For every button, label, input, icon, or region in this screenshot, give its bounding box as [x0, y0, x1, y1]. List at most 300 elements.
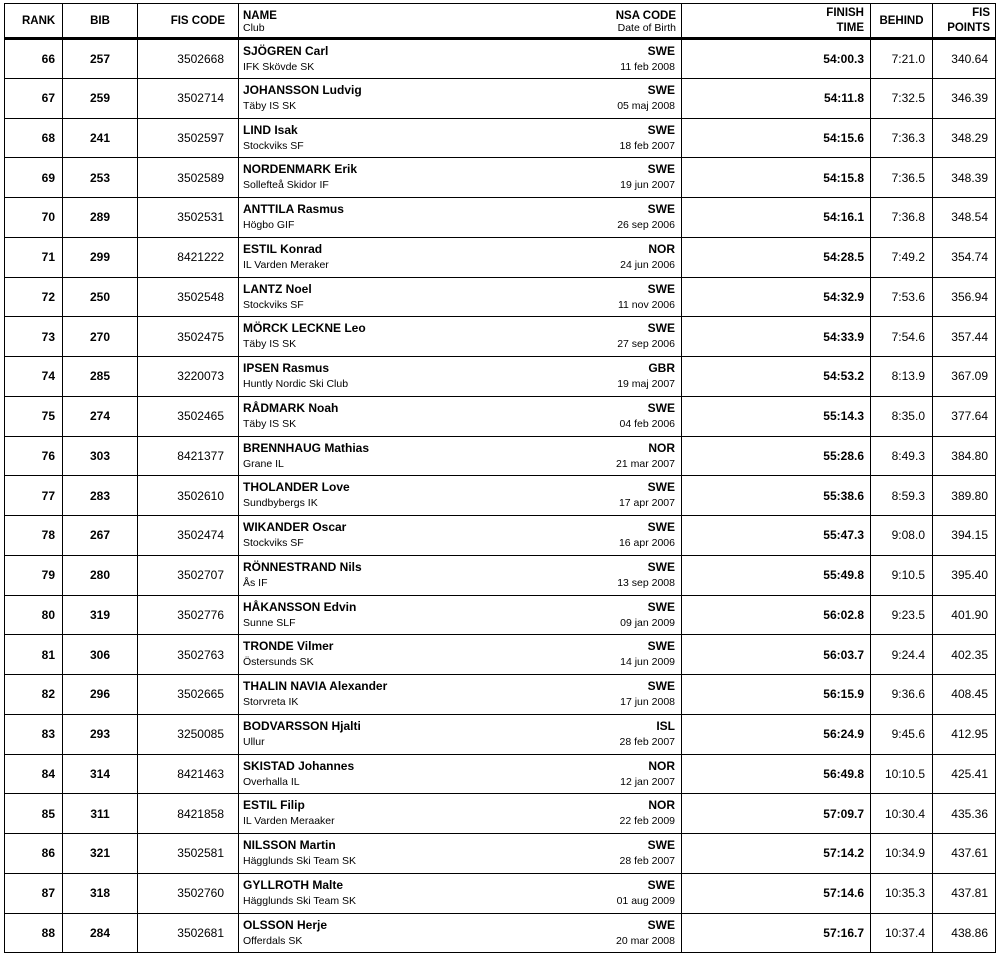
table-row [5, 39, 996, 79]
table-row [5, 834, 996, 874]
fis-points-cell: 389.80 [933, 476, 996, 516]
athlete-cell [239, 794, 682, 834]
name-header-label: NAME [243, 10, 277, 22]
club-name: Östersunds SK [243, 656, 314, 669]
athlete-name: JOHANSSON Ludvig [243, 82, 362, 97]
athlete-cell [239, 158, 682, 198]
finish-time-cell: 57:14.6 [682, 873, 871, 913]
fis-points-cell: 348.29 [933, 118, 996, 158]
athlete-cell [239, 118, 682, 158]
rank-cell: 87 [5, 873, 63, 913]
behind-cell: 7:36.5 [871, 158, 933, 198]
nsa-code: GBR [648, 361, 675, 375]
athlete-name: LANTZ Noel [243, 281, 312, 296]
bib-cell: 311 [63, 794, 138, 834]
finish-time-cell: 54:15.8 [682, 158, 871, 198]
athlete-cell [239, 675, 682, 715]
athlete-club-line [243, 378, 675, 391]
athlete-club-line [243, 179, 675, 192]
athlete-name-line [243, 401, 675, 415]
athlete-name-line [243, 639, 675, 653]
bib-cell: 293 [63, 714, 138, 754]
behind-cell: 7:21.0 [871, 39, 933, 79]
rank-cell: 68 [5, 118, 63, 158]
athlete-cell [239, 78, 682, 118]
nsa-code: SWE [647, 400, 675, 415]
finish-time-cell: 55:49.8 [682, 555, 871, 595]
athlete-name-line [243, 679, 675, 693]
bib-cell: 299 [63, 237, 138, 277]
fis-code-cell: 3220073 [138, 357, 239, 397]
rank-cell: 82 [5, 675, 63, 715]
fis-points-cell: 435.36 [933, 794, 996, 834]
table-row [5, 873, 996, 913]
athlete-name-line [243, 759, 675, 773]
table-row [5, 436, 996, 476]
fis-code-cell: 3502763 [138, 635, 239, 675]
fis-points-cell: 367.09 [933, 357, 996, 397]
athlete-name-line [243, 202, 675, 216]
table-row [5, 595, 996, 635]
date-of-birth: 17 apr 2007 [618, 497, 675, 510]
table-row [5, 516, 996, 556]
athlete-name: BODVARSSON Hjalti [243, 718, 361, 733]
rank-cell: 80 [5, 595, 63, 635]
behind-cell: 9:45.6 [871, 714, 933, 754]
behind-cell: 7:54.6 [871, 317, 933, 357]
fis-points-cell: 348.54 [933, 198, 996, 238]
results-body [5, 39, 996, 953]
fis-code-cell: 8421377 [138, 436, 239, 476]
club-name: Ås IF [243, 576, 268, 589]
rank-cell: 69 [5, 158, 63, 198]
fis-code-cell: 3502465 [138, 396, 239, 436]
date-of-birth: 11 feb 2008 [620, 61, 675, 73]
athlete-cell [239, 237, 682, 277]
finish-time-cell: 54:15.6 [682, 118, 871, 158]
nsa-code: SWE [647, 162, 675, 177]
athlete-name: ANTTILA Rasmus [243, 202, 344, 216]
fis-code-cell: 3502665 [138, 675, 239, 715]
finish-time-header [682, 4, 871, 39]
finish-time-cell: 55:47.3 [682, 516, 871, 556]
athlete-name: TRONDE Vilmer [243, 639, 334, 654]
rank-cell: 75 [5, 396, 63, 436]
fis-points-cell: 402.35 [933, 635, 996, 675]
fis-code-cell: 8421222 [138, 237, 239, 277]
fis-code-cell: 3250085 [138, 714, 239, 754]
fis-points-cell: 384.80 [933, 436, 996, 476]
athlete-name: THOLANDER Love [243, 480, 350, 495]
finish-time-cell: 54:11.8 [682, 78, 871, 118]
finish-time-cell: 57:09.7 [682, 794, 871, 834]
table-row [5, 396, 996, 436]
athlete-name: SJÖGREN Carl [243, 44, 329, 58]
athlete-club-line [243, 100, 675, 113]
bib-cell: 284 [63, 913, 138, 953]
bib-cell: 270 [63, 317, 138, 357]
rank-cell: 66 [5, 39, 63, 79]
date-of-birth: 26 sep 2006 [617, 219, 675, 231]
rank-cell: 84 [5, 754, 63, 794]
club-name: Stockviks SF [243, 139, 304, 152]
points-header-line1: FIS [972, 6, 990, 19]
fis-code-cell: 3502668 [138, 39, 239, 79]
athlete-club-line [243, 219, 675, 232]
behind-cell: 7:36.3 [871, 118, 933, 158]
athlete-name-line [243, 600, 675, 614]
table-row [5, 714, 996, 754]
athlete-name-line [243, 282, 675, 296]
date-of-birth: 24 jun 2006 [620, 258, 675, 271]
athlete-name-line [243, 162, 675, 176]
bib-header: BIB [63, 4, 138, 39]
bib-cell: 285 [63, 357, 138, 397]
athlete-name-line [243, 83, 675, 97]
club-name: Hägglunds Ski Team SK [243, 855, 357, 867]
athlete-cell [239, 635, 682, 675]
table-row [5, 635, 996, 675]
athlete-cell [239, 873, 682, 913]
date-of-birth: 14 jun 2009 [620, 656, 675, 669]
fis-points-cell: 437.81 [933, 873, 996, 913]
finish-time-cell: 56:24.9 [682, 714, 871, 754]
finish-header-line2: TIME [836, 21, 864, 34]
bib-cell: 306 [63, 635, 138, 675]
athlete-club-line [243, 458, 675, 471]
finish-time-cell: 55:38.6 [682, 476, 871, 516]
date-of-birth: 22 feb 2009 [619, 815, 675, 828]
bib-cell: 257 [63, 39, 138, 79]
athlete-name: GYLLROTH Malte [243, 877, 344, 892]
fis-points-cell: 408.45 [933, 675, 996, 715]
athlete-club-line [243, 776, 675, 789]
fis-code-cell: 3502760 [138, 873, 239, 913]
athlete-name: NORDENMARK Erik [243, 162, 358, 177]
athlete-name: IPSEN Rasmus [243, 361, 330, 375]
athlete-club-line [243, 696, 675, 709]
club-name: Huntly Nordic Ski Club [243, 378, 349, 390]
fis-code-cell: 3502475 [138, 317, 239, 357]
header-row [5, 4, 996, 39]
date-of-birth: 19 jun 2007 [620, 179, 675, 192]
athlete-name-line [243, 719, 675, 733]
date-of-birth: 28 feb 2007 [619, 735, 675, 748]
date-of-birth: 21 mar 2007 [616, 457, 675, 470]
athlete-name: WIKANDER Oscar [243, 520, 347, 534]
fis-code-cell: 3502531 [138, 198, 239, 238]
athlete-cell [239, 39, 682, 79]
athlete-cell [239, 714, 682, 754]
fis-code-cell: 8421463 [138, 754, 239, 794]
finish-time-cell: 54:00.3 [682, 39, 871, 79]
athlete-name-line [243, 560, 675, 574]
fis-code-cell: 3502714 [138, 78, 239, 118]
date-of-birth: 01 aug 2009 [616, 894, 675, 907]
athlete-name: HÅKANSSON Edvin [243, 599, 357, 614]
finish-time-cell: 56:15.9 [682, 675, 871, 715]
behind-header: BEHIND [871, 4, 933, 39]
behind-cell: 9:24.4 [871, 635, 933, 675]
athlete-name-line [243, 242, 675, 256]
rank-cell: 83 [5, 714, 63, 754]
nsa-code: SWE [647, 202, 675, 216]
athlete-name-line [243, 918, 675, 932]
finish-time-cell: 54:16.1 [682, 198, 871, 238]
fis-code-cell: 3502589 [138, 158, 239, 198]
club-name: Storvreta IK [243, 696, 299, 708]
bib-cell: 283 [63, 476, 138, 516]
nsa-code: ISL [656, 718, 675, 733]
athlete-name-line [243, 44, 675, 58]
fis-points-cell: 357.44 [933, 317, 996, 357]
athlete-club-line [243, 577, 675, 590]
athlete-cell [239, 317, 682, 357]
athlete-club-line [243, 418, 675, 431]
bib-cell: 319 [63, 595, 138, 635]
finish-time-cell: 56:49.8 [682, 754, 871, 794]
athlete-club-line [243, 895, 675, 908]
athlete-club-line [243, 140, 675, 153]
bib-cell: 303 [63, 436, 138, 476]
table-row [5, 754, 996, 794]
behind-cell: 8:49.3 [871, 436, 933, 476]
fis-points-cell: 377.64 [933, 396, 996, 436]
table-row [5, 198, 996, 238]
nsa-code: SWE [647, 480, 675, 495]
finish-header-line1: FINISH [826, 6, 864, 19]
fis-code-cell: 3502776 [138, 595, 239, 635]
rank-cell: 72 [5, 277, 63, 317]
athlete-name: RÖNNESTRAND Nils [243, 559, 362, 574]
athlete-name: LIND Isak [243, 122, 298, 137]
fis-code-cell: 3502610 [138, 476, 239, 516]
athlete-club-line [243, 338, 675, 351]
behind-cell: 7:49.2 [871, 237, 933, 277]
athlete-club-line [243, 935, 675, 948]
behind-cell: 8:13.9 [871, 357, 933, 397]
date-of-birth: 04 feb 2006 [619, 417, 675, 430]
athlete-cell [239, 476, 682, 516]
finish-time-cell: 56:02.8 [682, 595, 871, 635]
nsa-code: SWE [647, 877, 675, 892]
fis-points-cell: 401.90 [933, 595, 996, 635]
club-name: Offerdals SK [243, 934, 303, 947]
nsa-code: SWE [647, 520, 675, 534]
nsa-code-header-label: NSA CODE [615, 10, 676, 22]
fis-points-cell: 395.40 [933, 555, 996, 595]
club-header-label: Club [243, 22, 265, 34]
fis-points-cell: 425.41 [933, 754, 996, 794]
athlete-club-line [243, 855, 675, 868]
athlete-cell [239, 595, 682, 635]
athlete-club-line [243, 497, 675, 510]
points-header-line2: POINTS [947, 21, 990, 34]
rank-cell: 79 [5, 555, 63, 595]
nsa-code: SWE [647, 838, 675, 852]
fis-points-cell: 340.64 [933, 39, 996, 79]
athlete-cell [239, 834, 682, 874]
table-row [5, 913, 996, 953]
date-of-birth: 27 sep 2006 [617, 338, 675, 351]
nsa-code: SWE [647, 281, 675, 296]
rank-cell: 73 [5, 317, 63, 357]
fis-code-cell: 3502548 [138, 277, 239, 317]
athlete-name: BRENNHAUG Mathias [243, 440, 370, 455]
behind-cell: 10:35.3 [871, 873, 933, 913]
behind-cell: 9:10.5 [871, 555, 933, 595]
club-name: Ullur [243, 735, 265, 748]
rank-cell: 85 [5, 794, 63, 834]
club-name: Täby IS SK [243, 99, 297, 112]
athlete-club-line [243, 537, 675, 550]
club-name: Sundbybergs IK [243, 497, 318, 510]
table-row [5, 277, 996, 317]
bib-cell: 253 [63, 158, 138, 198]
athlete-name: SKISTAD Johannes [243, 758, 355, 773]
athlete-cell [239, 913, 682, 953]
athlete-name: OLSSON Herje [243, 917, 328, 932]
athlete-club-line [243, 815, 675, 828]
bib-cell: 321 [63, 834, 138, 874]
table-row [5, 118, 996, 158]
date-of-birth: 12 jan 2007 [620, 775, 675, 788]
behind-cell: 7:53.6 [871, 277, 933, 317]
bib-cell: 267 [63, 516, 138, 556]
athlete-club-line [243, 299, 675, 312]
club-name: Sunne SLF [243, 616, 296, 629]
rank-cell: 88 [5, 913, 63, 953]
table-row [5, 555, 996, 595]
date-of-birth: 05 maj 2008 [617, 99, 675, 112]
athlete-name: THALIN NAVIA Alexander [243, 679, 388, 693]
athlete-name: ESTIL Konrad [243, 241, 323, 256]
table-row [5, 158, 996, 198]
finish-time-cell: 55:14.3 [682, 396, 871, 436]
nsa-code: SWE [647, 679, 675, 693]
club-name: Overhalla IL [243, 775, 300, 788]
behind-cell: 10:34.9 [871, 834, 933, 874]
athlete-club-line [243, 259, 675, 272]
behind-cell: 7:32.5 [871, 78, 933, 118]
rank-cell: 81 [5, 635, 63, 675]
fis-code-header: FIS CODE [138, 4, 239, 39]
athlete-name-line [243, 361, 675, 375]
fis-code-cell: 3502474 [138, 516, 239, 556]
rank-cell: 77 [5, 476, 63, 516]
club-name: IL Varden Meraker [243, 258, 329, 271]
athlete-cell [239, 277, 682, 317]
table-row [5, 78, 996, 118]
athlete-name-line [243, 838, 675, 852]
athlete-name-line [243, 798, 675, 812]
fis-code-cell: 3502581 [138, 834, 239, 874]
athlete-name: ESTIL Filip [243, 798, 305, 813]
nsa-code: SWE [647, 82, 675, 97]
behind-cell: 8:35.0 [871, 396, 933, 436]
athlete-cell [239, 555, 682, 595]
fis-code-cell: 3502707 [138, 555, 239, 595]
table-row [5, 317, 996, 357]
club-name: Sollefteå Skidor IF [243, 179, 329, 192]
fis-points-cell: 354.74 [933, 237, 996, 277]
athlete-club-line [243, 617, 675, 630]
athlete-name-line [243, 441, 675, 455]
nsa-code: SWE [647, 599, 675, 614]
nsa-code: SWE [647, 559, 675, 574]
nsa-code: NOR [648, 241, 675, 256]
finish-time-cell: 54:33.9 [682, 317, 871, 357]
fis-code-cell: 8421858 [138, 794, 239, 834]
finish-time-cell: 57:16.7 [682, 913, 871, 953]
nsa-code: SWE [647, 122, 675, 137]
dob-header-label: Date of Birth [617, 22, 676, 34]
bib-cell: 250 [63, 277, 138, 317]
athlete-cell [239, 198, 682, 238]
behind-cell: 9:36.6 [871, 675, 933, 715]
bib-cell: 241 [63, 118, 138, 158]
date-of-birth: 18 feb 2007 [619, 139, 675, 152]
table-row [5, 237, 996, 277]
finish-time-cell: 54:53.2 [682, 357, 871, 397]
behind-cell: 8:59.3 [871, 476, 933, 516]
behind-cell: 9:23.5 [871, 595, 933, 635]
fis-points-cell: 346.39 [933, 78, 996, 118]
date-of-birth: 17 jun 2008 [620, 696, 675, 708]
club-name: IFK Skövde SK [243, 61, 315, 73]
date-of-birth: 19 maj 2007 [617, 378, 675, 390]
athlete-name: MÖRCK LECKNE Leo [243, 321, 366, 336]
nsa-code: SWE [647, 321, 675, 336]
bib-cell: 280 [63, 555, 138, 595]
fis-points-cell: 356.94 [933, 277, 996, 317]
rank-cell: 76 [5, 436, 63, 476]
nsa-code: SWE [647, 639, 675, 654]
date-of-birth: 28 feb 2007 [619, 855, 675, 867]
behind-cell: 10:37.4 [871, 913, 933, 953]
athlete-name-line [243, 480, 675, 494]
fis-points-cell: 412.95 [933, 714, 996, 754]
athlete-name-line [243, 123, 675, 137]
rank-cell: 86 [5, 834, 63, 874]
club-name: Grane IL [243, 457, 284, 470]
club-name: Högbo GIF [243, 219, 295, 231]
club-name: Täby IS SK [243, 338, 297, 351]
results-table [4, 3, 996, 953]
finish-time-cell: 54:28.5 [682, 237, 871, 277]
rank-cell: 67 [5, 78, 63, 118]
table-row [5, 675, 996, 715]
club-name: Hägglunds Ski Team SK [243, 894, 357, 907]
finish-time-cell: 56:03.7 [682, 635, 871, 675]
table-row [5, 476, 996, 516]
fis-code-cell: 3502681 [138, 913, 239, 953]
fis-code-cell: 3502597 [138, 118, 239, 158]
nsa-code: SWE [647, 44, 675, 58]
behind-cell: 9:08.0 [871, 516, 933, 556]
club-name: Stockviks SF [243, 298, 304, 311]
fis-points-cell: 394.15 [933, 516, 996, 556]
rank-cell: 78 [5, 516, 63, 556]
athlete-cell [239, 436, 682, 476]
bib-cell: 318 [63, 873, 138, 913]
athlete-club-line [243, 736, 675, 749]
athlete-name-line [243, 878, 675, 892]
finish-time-cell: 54:32.9 [682, 277, 871, 317]
table-row [5, 794, 996, 834]
date-of-birth: 16 apr 2006 [618, 537, 675, 549]
table-row [5, 357, 996, 397]
